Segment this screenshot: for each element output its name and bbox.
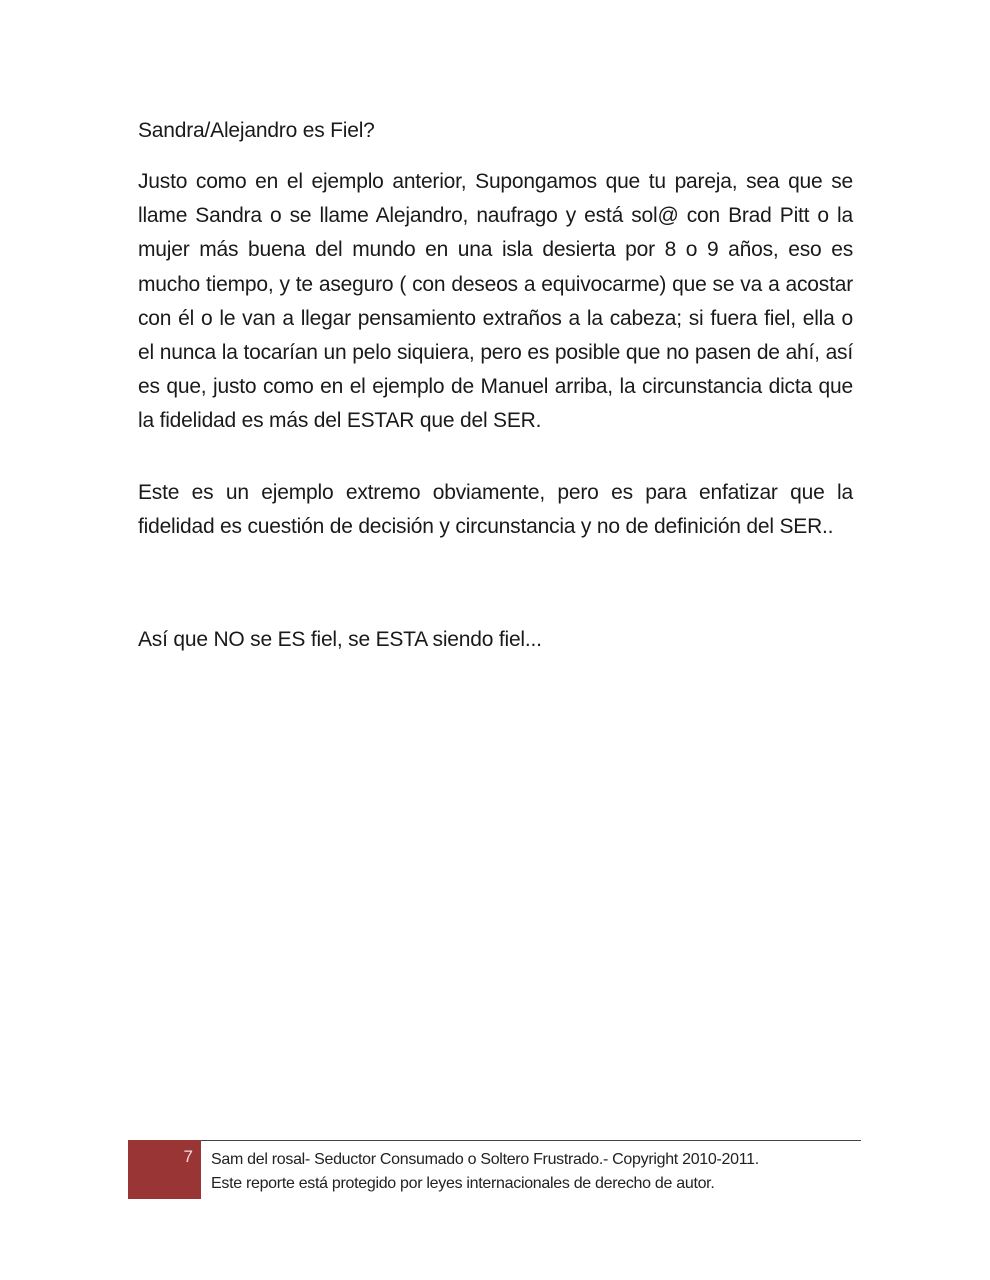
footer-copyright: [211, 1148, 861, 1196]
footer-divider: [201, 1140, 861, 1141]
body-paragraph: Este es un ejemplo extremo obviamente, pero es para enfatizar que la fidelidad es cuestión de decisión y circunstancia y no de definición del SER..: [138, 481, 853, 539]
section-heading: Sandra/Alejandro es Fiel?: [138, 119, 375, 142]
page-number: 7: [183, 1147, 193, 1166]
footer-line-1: Sam del rosal- Seductor Consumado o Soltero Frustrado.- Copyright 2010-2011.: [211, 1151, 759, 1168]
body-paragraph: Justo como en el ejemplo anterior, Supongamos que tu pareja, sea que se llame Sandra o se llame Alejandro, naufrago y está sol@ con Brad Pitt o la mujer más buena del mundo en una isla desierta por 8 o 9 años, eso es mucho tiempo, y te aseguro ( con deseos a equivocarme) que se va a acostar con él o le van a llegar pensamiento extraños a la cabeza; si fuera fiel, ella o el nunca la tocarían un pelo siquiera, pero es posible que no pasen de ahí, así es que, justo como en el ejemplo de Manuel arriba, la circunstancia dicta que la fidelidad es más del ESTAR que del SER.: [138, 170, 853, 433]
page-number-box: [128, 1140, 201, 1199]
footer-line-2: Este reporte está protegido por leyes internacionales de derecho de autor.: [211, 1175, 715, 1192]
conclusion-paragraph: Así que NO se ES fiel, se ESTA siendo fiel...: [138, 628, 542, 651]
